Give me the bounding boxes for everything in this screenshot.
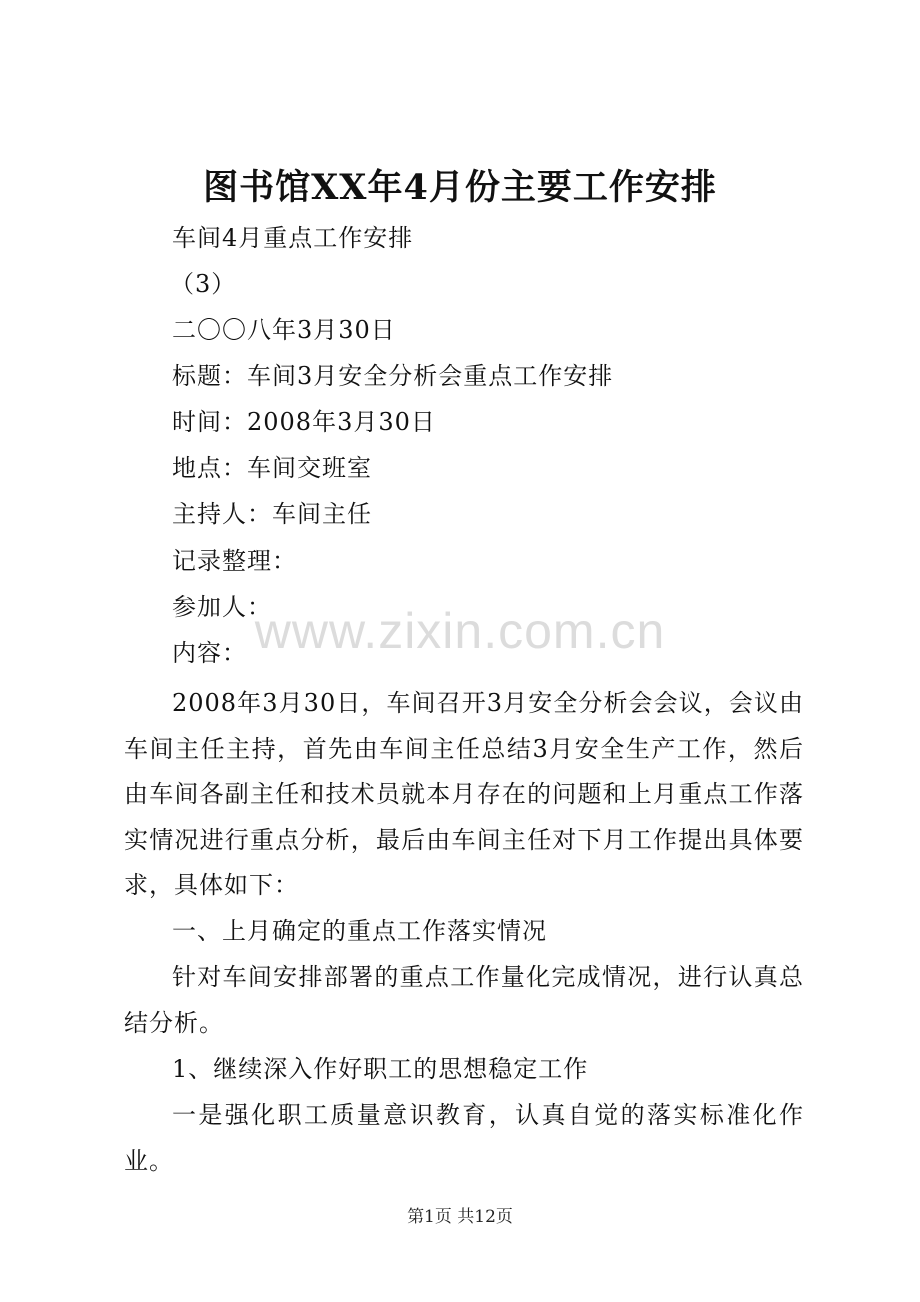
body-paragraph-intro: 2008年3月30日，车间召开3月安全分析会会议，会议由车间主任主持，首先由车间主任总结3月安全生产工作，然后由车间各副主任和技术员就本月存在的问题和上月重点工作落实情况进行重点分析，最后由车间主任对下月工作提出具体要求，具体如下：: [124, 689, 804, 899]
issue-number-line: （3）: [170, 270, 237, 298]
page-footer: 第1页 共12页: [407, 1207, 513, 1227]
participants-line: 参加人：: [172, 593, 272, 621]
watermark-text: www.zixin.com.cn: [254, 603, 666, 659]
time-line: 时间：2008年3月30日: [172, 408, 436, 436]
host-line: 主持人：车间主任: [172, 500, 372, 528]
recorder-line: 记录整理：: [172, 547, 297, 575]
content-label-line: 内容：: [172, 639, 247, 667]
date-line: 二〇〇八年3月30日: [172, 316, 396, 344]
subsection-heading-1: 1、继续深入作好职工的思想稳定工作: [172, 1055, 589, 1083]
heading-line: 标题：车间3月安全分析会重点工作安排: [172, 362, 614, 390]
subtitle-line: 车间4月重点工作安排: [172, 224, 414, 252]
body-paragraph-summary: 针对车间安排部署的重点工作量化完成情况，进行认真总结分析。: [124, 963, 804, 1037]
section-heading-1: 一、上月确定的重点工作落实情况: [172, 917, 547, 945]
body-paragraph-item-1: 一是强化职工质量意识教育，认真自觉的落实标准化作业。: [124, 1101, 804, 1175]
document-title: 图书馆XX年4月份主要工作安排: [203, 167, 717, 208]
location-line: 地点：车间交班室: [172, 454, 372, 482]
